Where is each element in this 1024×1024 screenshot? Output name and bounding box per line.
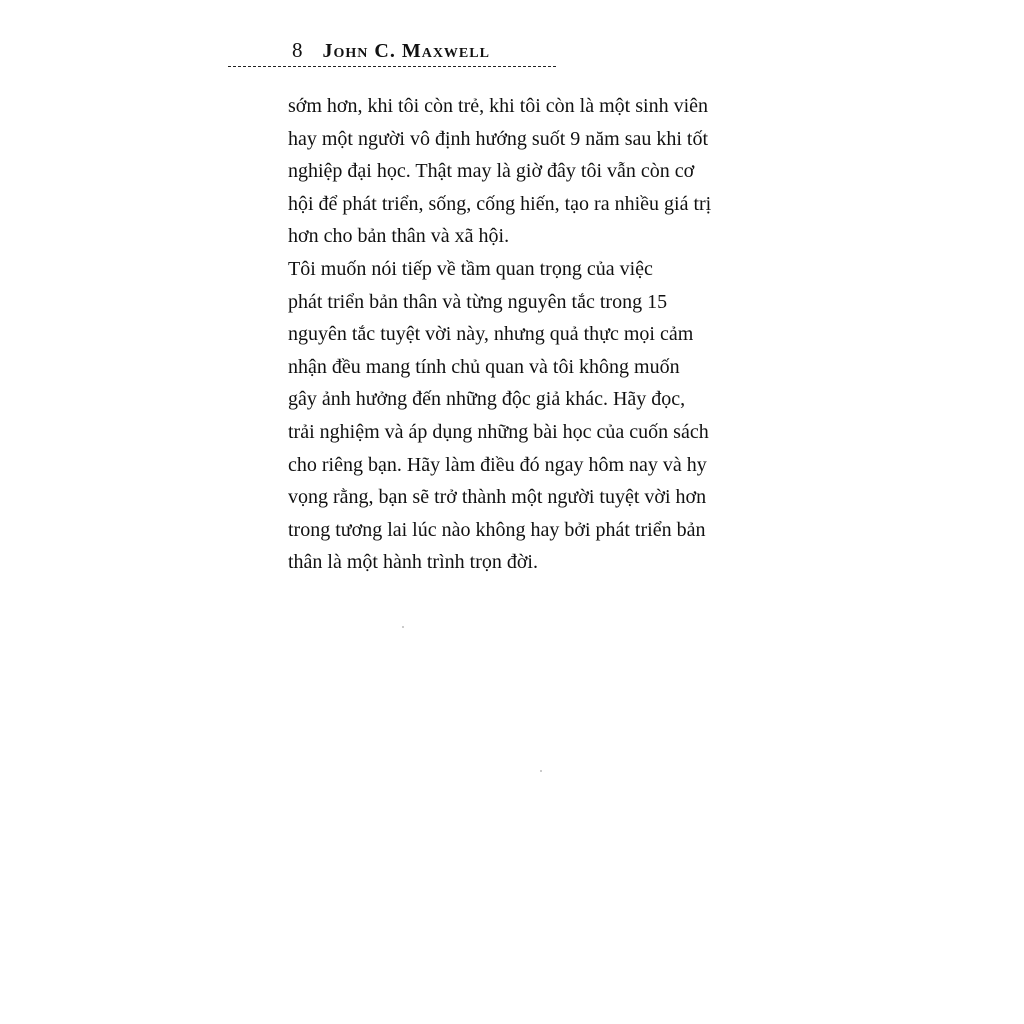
running-head [292, 38, 490, 63]
paper-speck [540, 770, 542, 772]
header-dashed-rule [228, 66, 556, 67]
body-text [288, 90, 772, 579]
paragraph-1: sớm hơn, khi tôi còn trẻ, khi tôi còn là một sinh viên hay một người vô định hướng suốt 9 năm sau khi tốt nghiệp đại học. Thật may là giờ đây tôi vẫn còn cơ hội để phát triển, sống, cống hiến, tạo ra nhiều giá trị hơn cho bản thân và xã hội. [288, 95, 712, 248]
page-number: 8 [292, 38, 303, 62]
running-head-author: John C. Maxwell [322, 40, 490, 62]
paper-speck [402, 626, 404, 628]
paragraph-2: Tôi muốn nói tiếp về tầm quan trọng của việc phát triển bản thân và từng nguyên tắc trong 15 nguyên tắc tuyệt vời này, nhưng quả thực mọi cảm nhận đều mang tính chủ quan và tôi không muốn gây ảnh hưởng đến những độc giả khác. Hãy đọc, trải nghiệm và áp dụng những bài học của cuốn sách cho riêng bạn. Hãy làm điều đó ngay hôm nay và hy vọng rằng, bạn sẽ trở thành một người tuyệt vời hơn trong tương lai lúc nào không hay bởi phát triển bản thân là một hành trình trọn đời. [288, 257, 709, 574]
